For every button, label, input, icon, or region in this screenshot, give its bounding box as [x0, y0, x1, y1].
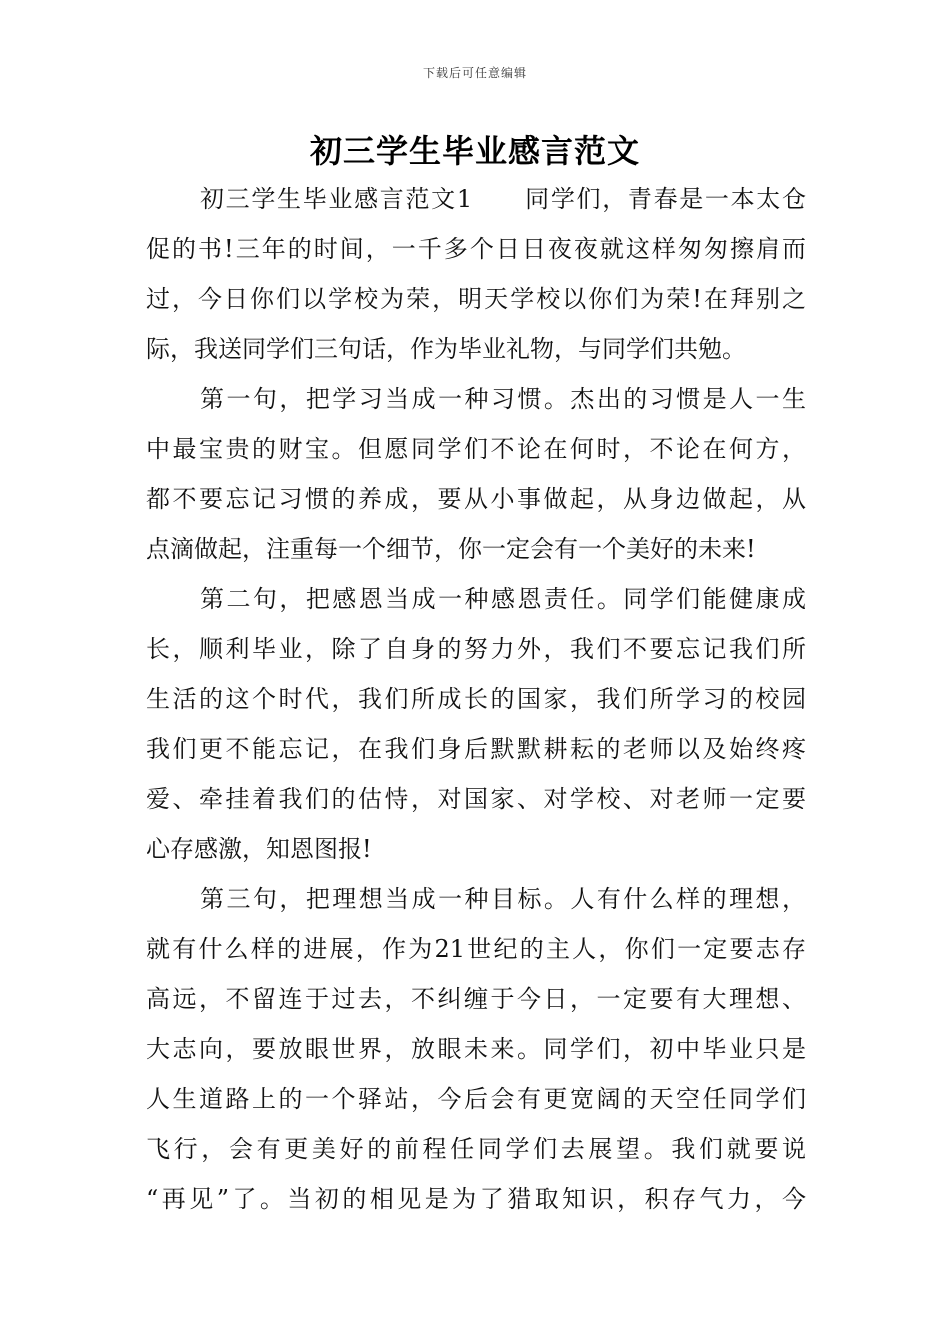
header-note: 下载后可任意编辑: [422, 66, 527, 80]
text-line: 过，今日你们以学校为荣，明天学校以你们为荣!在拜别之: [146, 285, 806, 313]
text-line: 促的书!三年的时间，一千多个日日夜夜就这样匆匆擦肩而: [146, 235, 806, 263]
text-line: 飞行，会有更美好的前程任同学们去展望。我们就要说: [146, 1135, 806, 1163]
text-line: 初三学生毕业感言范文1 同学们，青春是一本太仓: [200, 185, 806, 213]
text-line: 第三句，把理想当成一种目标。人有什么样的理想，: [200, 885, 806, 913]
text-line: 中最宝贵的财宝。但愿同学们不论在何时，不论在何方，: [146, 435, 806, 463]
text-line: 第一句，把学习当成一种习惯。杰出的习惯是人一生: [200, 385, 806, 413]
text-line: 长，顺利毕业，除了自身的努力外，我们不要忘记我们所: [146, 635, 806, 663]
text-line: “再见”了。当初的相见是为了猎取知识，积存气力，今: [146, 1185, 806, 1213]
document-body: [146, 174, 806, 1224]
paragraph-4: [146, 874, 806, 1224]
text-line: 我们更不能忘记，在我们身后默默耕耘的老师以及始终疼: [146, 735, 806, 763]
text-line: 高远，不留连于过去，不纠缠于今日，一定要有大理想、: [146, 985, 806, 1013]
text-line: 都不要忘记习惯的养成，要从小事做起，从身边做起，从: [146, 485, 806, 513]
text-line: 际，我送同学们三句话，作为毕业礼物，与同学们共勉。: [146, 335, 746, 363]
text-line: 心存感激，知恩图报!: [146, 835, 372, 863]
text-line: 就有什么样的进展，作为21世纪的主人，你们一定要志存: [146, 935, 806, 963]
text-line: 爱、牵挂着我们的估恃，对国家、对学校、对老师一定要: [146, 785, 806, 813]
paragraph-2: [146, 374, 806, 574]
text-line: 人生道路上的一个驿站，今后会有更宽阔的天空任同学们: [146, 1085, 806, 1113]
text-line: 大志向，要放眼世界，放眼未来。同学们，初中毕业只是: [146, 1035, 806, 1063]
text-line: 生活的这个时代，我们所成长的国家，我们所学习的校园: [146, 685, 806, 713]
text-line: 点滴做起，注重每一个细节，你一定会有一个美好的未来!: [146, 535, 756, 563]
paragraph-1: [146, 174, 806, 374]
text-line: 第二句，把感恩当成一种感恩责任。同学们能健康成: [200, 585, 806, 613]
paragraph-3: [146, 574, 806, 874]
document-title: 初三学生毕业感言范文: [309, 132, 640, 170]
